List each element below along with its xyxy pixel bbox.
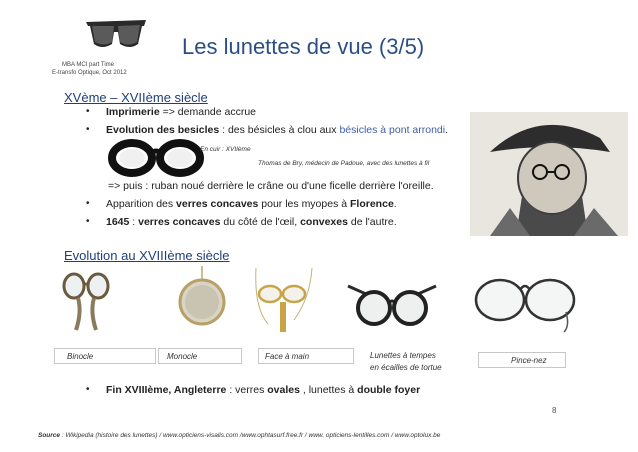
- bullet-dot: •: [86, 384, 90, 395]
- bullet-dot: •: [86, 216, 90, 227]
- label-face-a-main: Face à main: [265, 352, 310, 361]
- text: :: [129, 216, 139, 228]
- logo-caption-line1: MBA MCI part Time: [62, 62, 115, 68]
- bold-text: convexes: [300, 216, 348, 228]
- bullet-1645: [0, 216, 638, 230]
- text: => puis : ruban noué derrière le crâne ou d'une ficelle derrière l'oreille.: [108, 180, 434, 192]
- bullet-dot: •: [86, 106, 90, 117]
- lunettes-a-tempes-image: [344, 276, 440, 330]
- binocle-image: [60, 272, 112, 334]
- face-a-main-image: [248, 268, 320, 338]
- source-footnote: [38, 432, 440, 439]
- highlight-text: bésicles à pont arrondi: [339, 124, 446, 136]
- label-box-monocle: [158, 348, 242, 364]
- page-number: 8: [552, 406, 557, 415]
- caption-portrait: Thomas de Bry, médecin de Padoue, avec des lunettes à fil: [258, 160, 430, 167]
- text: de l'autre.: [347, 216, 397, 228]
- text: : verres: [226, 384, 268, 396]
- label-box-pince-nez: [478, 352, 566, 368]
- section-heading-15-17: XVème – XVIIème siècle: [64, 90, 208, 105]
- text: => demande accrue: [159, 106, 257, 118]
- text: , lunettes à: [299, 384, 358, 396]
- monocle-image: [176, 266, 228, 326]
- bold-text: Florence: [350, 198, 394, 210]
- label-ecailles-tortue: en écailles de tortue: [370, 363, 442, 372]
- bold-text: 1645: [106, 216, 130, 228]
- bullet-concaves: [0, 198, 638, 212]
- page-title: Les lunettes de vue (3/5): [182, 34, 425, 59]
- text: Apparition des: [106, 198, 177, 210]
- bold-text: double foyer: [357, 384, 421, 396]
- label-binocle: Binocle: [67, 352, 94, 361]
- text: du côté de l'œil,: [220, 216, 301, 228]
- section-heading-18: Evolution au XVIIIème siècle: [64, 248, 230, 263]
- bold-text: Evolution des besicles: [106, 124, 220, 136]
- caption-leather: En cuir : XVIIème: [200, 146, 251, 153]
- logo-caption-line2: E-transfo Optique, Oct 2012: [52, 70, 127, 76]
- text: .: [393, 198, 397, 210]
- bold-text: Imprimerie: [106, 106, 160, 118]
- bullet-dot: •: [86, 124, 90, 135]
- source-label: Source: [38, 432, 61, 439]
- label-monocle: Monocle: [167, 352, 198, 361]
- bullet-fin-18: [0, 384, 638, 398]
- label-lunettes-tempes: Lunettes à tempes: [370, 351, 436, 360]
- label-pince-nez: Pince-nez: [511, 356, 547, 365]
- bullet-dot: •: [86, 198, 90, 209]
- pince-nez-image: [470, 272, 580, 334]
- sunglasses-logo-icon: [84, 14, 148, 54]
- bold-text: verres concaves: [176, 198, 259, 210]
- label-box-binocle: [54, 348, 156, 364]
- label-box-face-a-main: [258, 348, 354, 364]
- text: : des bésicles à clou aux: [219, 124, 340, 136]
- bullet-ruban: [0, 180, 638, 194]
- text: .: [445, 124, 449, 136]
- source-text: : Wikipedia (histoire des lunettes) / www.opticiens-visalis.com /www.ophtasurf.free.fr / www. opticiens-lentilles.com / www.optolux.be: [60, 432, 441, 439]
- bold-text: Fin XVIIIème, Angleterre: [106, 384, 227, 396]
- bold-text: verres concaves: [138, 216, 221, 228]
- bold-text: ovales: [267, 384, 300, 396]
- text: pour les myopes à: [258, 198, 351, 210]
- leather-besicles-image: [108, 138, 204, 178]
